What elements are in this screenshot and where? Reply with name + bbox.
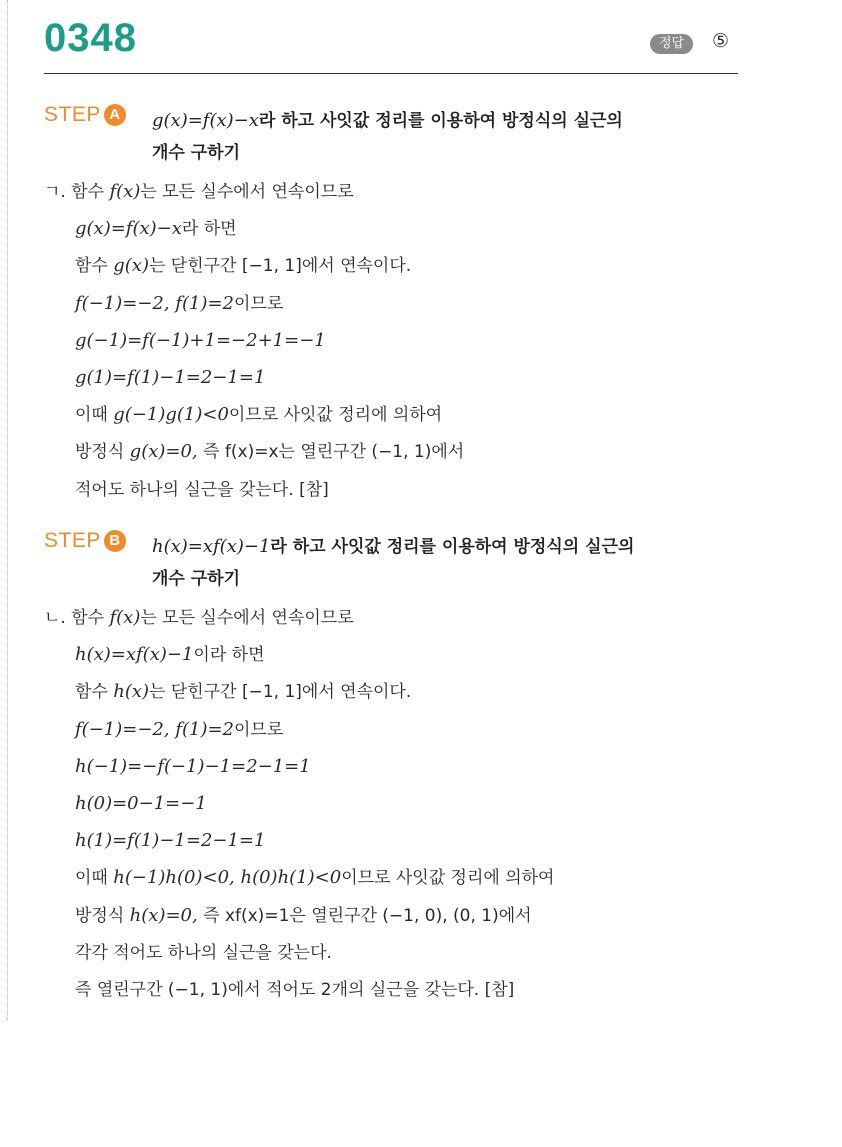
line-suffix: 즉 xf(x)=1은 열린구간 (−1, 0), (0, 1)에서 [197,905,532,926]
line-prefix: 각각 적어도 하나의 실근을 갖는다. [75,942,332,963]
step-a-title-text-1: 라 하고 사잇값 정리를 이용하여 방정식의 실근의 [258,111,623,131]
solution-line [75,680,411,704]
line-math: h(0)=0−1=−1 [75,793,207,814]
solution-line [75,718,283,742]
solution-line [75,904,532,928]
solution-line [75,217,237,241]
step-a-title [152,105,742,169]
step-b-label-text: STEP [44,529,101,552]
step-a-label [44,103,126,127]
line-suffix: 는 닫힌구간 [−1, 1]에서 연속이다. [149,682,412,703]
solution-line [75,792,207,816]
line-math: g(x)=f(x)−x [75,218,182,240]
line-prefix: 적어도 하나의 실근을 갖는다. [참] [75,479,329,500]
solution-line [75,403,442,427]
line-math: g(1)=f(1)−1=2−1=1 [75,367,266,388]
solution-line [75,366,265,390]
line-math: f(x) [109,181,141,202]
solution-line [75,329,326,353]
line-prefix: 방정식 [75,905,130,926]
line-math: h(−1)h(0)<0, h(0)h(1)<0 [113,867,342,889]
solution-line [75,292,283,316]
line-math: g(x) [113,255,149,277]
answer-badge: 정답 [650,34,693,54]
step-b-letter-badge: B [104,530,126,552]
line-prefix: 이때 [75,405,114,426]
line-suffix: 는 모든 실수에서 연속이므로 [140,608,354,628]
step-a-title-text-2: 개수 구하기 [152,143,241,163]
line-math: h(1)=f(1)−1=2−1=1 [75,830,266,852]
answer-value: ⑤ [712,30,730,52]
step-a-title-math: g(x)=f(x)−x [152,110,259,131]
line-suffix: 라 하면 [181,219,237,240]
line-prefix: ㄱ. 함수 [44,182,110,202]
line-prefix: 이때 [75,868,114,889]
solution-line [75,866,554,890]
line-math: g(−1)=f(−1)+1=−2+1=−1 [75,329,326,351]
line-prefix: 방정식 [75,442,130,463]
line-math: h(−1)=−f(−1)−1=2−1=1 [75,755,311,777]
line-math: h(x) [113,681,150,703]
line-math: f(−1)=−2, f(1)=2 [75,718,234,740]
solution-line [75,829,265,853]
solution-line [75,478,329,502]
line-suffix: 는 모든 실수에서 연속이므로 [140,182,354,202]
line-math: h(x)=xf(x)−1 [75,644,194,666]
header-divider [44,73,738,74]
line-suffix: 이므로 [234,719,284,740]
line-suffix: 이므로 [234,293,284,314]
line-suffix: 이므로 사잇값 정리에 의하여 [341,868,555,889]
solution-line [75,978,514,1002]
line-math: f(−1)=−2, f(1)=2 [75,292,234,314]
line-math: f(x) [109,607,141,628]
line-suffix: 이라 하면 [193,645,265,666]
solution-line [75,643,265,667]
line-math: g(x)=0, [129,441,198,463]
solution-line [75,755,311,779]
solution-line [75,440,464,464]
line-math: g(−1)g(1)<0 [113,404,229,426]
line-prefix: ㄴ. 함수 [44,608,110,628]
line-prefix: 즉 열린구간 (−1, 1)에서 적어도 2개의 실근을 갖는다. [참] [75,980,515,1000]
step-b-title [152,531,742,595]
step-b-label [44,529,126,553]
line-prefix: 함수 [75,256,114,277]
step-a-label-text: STEP [44,103,101,126]
page-margin-line [7,0,8,1020]
solution-line [44,180,354,204]
line-suffix: 즉 f(x)=x는 열린구간 (−1, 1)에서 [197,442,465,463]
line-prefix: 함수 [75,682,114,703]
step-b-title-text-2: 개수 구하기 [152,569,241,589]
step-b-title-math: h(x)=xf(x)−1 [152,536,271,557]
line-math: h(x)=0, [129,904,198,926]
line-suffix: 이므로 사잇값 정리에 의하여 [228,405,443,426]
line-suffix: 는 닫힌구간 [−1, 1]에서 연속이다. [148,256,412,277]
step-a-letter-badge: A [104,104,126,126]
solution-line [75,941,332,965]
problem-number: 0348 [44,16,137,60]
solution-line [44,606,354,630]
solution-line [75,254,411,278]
step-b-title-text-1: 라 하고 사잇값 정리를 이용하여 방정식의 실근의 [270,537,635,557]
